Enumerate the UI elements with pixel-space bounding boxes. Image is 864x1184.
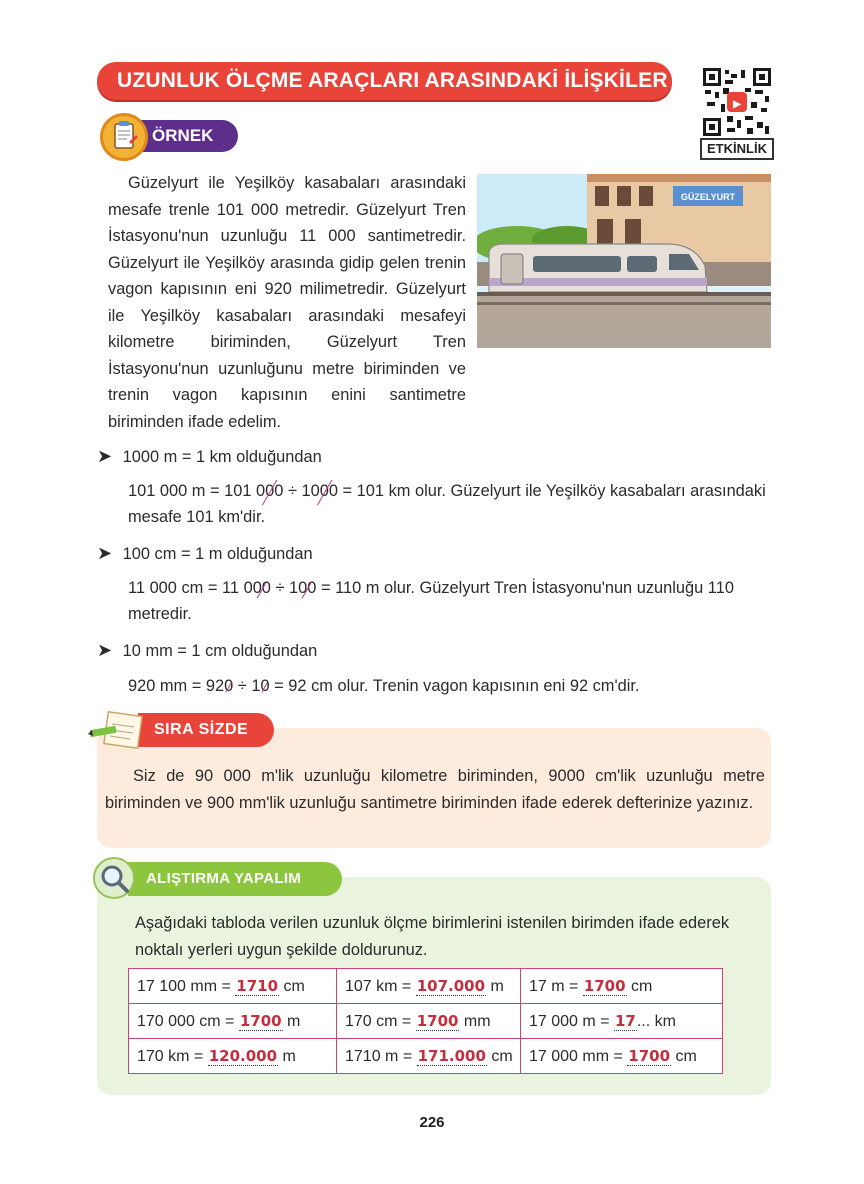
section-title: UZUNLUK ÖLÇME ARAÇLARI ARASINDAKİ İLİŞKİLER: [117, 69, 668, 92]
table-cell: 107 km = 107.000 m: [337, 969, 521, 1004]
step-rule-text: 100 cm = 1 m olduğundan: [122, 545, 313, 563]
filled-answer[interactable]: 1710: [236, 976, 279, 995]
cancelled-zeros: 0: [260, 673, 269, 699]
step-2-rule: [97, 540, 313, 567]
filled-answer[interactable]: 1700: [239, 1011, 282, 1030]
qr-code-icon[interactable]: [703, 68, 771, 136]
table-row: [129, 969, 723, 1004]
step-rule-text: 10 mm = 1 cm olduğundan: [122, 642, 318, 660]
cancelled-zeros: 000: [311, 478, 338, 504]
table-cell: 17 m = 1700 cm: [521, 969, 723, 1004]
eq-end: = 110 m olur. Güzelyurt Tren İstasyonu'nun uzunluğu 110 metredir.: [128, 579, 734, 623]
ornek-label: ÖRNEK: [152, 126, 214, 145]
section-title-banner: [97, 62, 672, 100]
clipboard-icon: [100, 113, 148, 161]
filled-answer[interactable]: 1700: [583, 976, 626, 995]
step-1-work: [128, 478, 773, 530]
filled-answer[interactable]: 120.000: [208, 1046, 278, 1065]
eq-mid: ÷ 1: [233, 677, 261, 695]
filled-answer[interactable]: 1700: [628, 1046, 671, 1065]
sira-sizde-label: SIRA SİZDE: [154, 721, 249, 738]
qr-label: ETKİNLİK: [700, 138, 774, 160]
table-cell: 17 000 mm = 1700 cm: [521, 1039, 723, 1074]
eq-start: 101 000 m = 101: [128, 482, 257, 500]
arrow-right-icon: ➤: [97, 446, 113, 466]
cancelled-zeros: 000: [256, 478, 283, 504]
example-paragraph: Güzelyurt ile Yeşilköy kasabaları arasındaki mesafe trenle 101 000 metredir. Güzelyurt Tren İstasyonu'nun uzunluğu 11 000 santimetredir. Güzelyurt ile Yeşilköy arasında gidip gelen trenin vagon kapısının eni 920 milimetredir. Güzelyurt ile Yeşilköy kasabaları arasındaki mesafeyi kilometre biriminden, Güzelyurt Tren İstasyonu'nun uzunluğunu metre biriminden ve trenin vagon kapısının enini santimetre biriminden ifade edelim.: [108, 174, 466, 431]
eq-start: 11 000 cm = 11 0: [128, 579, 253, 597]
eq-mid: ÷ 1: [283, 482, 311, 500]
cancelled-zeros: 0: [224, 673, 233, 699]
eq-mid: ÷ 1: [270, 579, 299, 597]
step-1-rule: [97, 443, 322, 470]
alistirma-label: ALIŞTIRMA YAPALIM: [146, 870, 302, 887]
table-cell: 170 000 cm = 1700 m: [129, 1004, 337, 1039]
train-station-illustration: [477, 174, 771, 348]
table-row: [129, 1039, 723, 1074]
eq-end: = 92 cm olur. Trenin vagon kapısının eni 92 cm'dir.: [269, 677, 640, 695]
step-2-work: [128, 575, 773, 627]
table-cell: 170 km = 120.000 m: [129, 1039, 337, 1074]
arrow-right-icon: ➤: [97, 640, 113, 660]
cancelled-zeros: 00: [298, 575, 316, 601]
alistirma-badge: [128, 862, 342, 896]
step-3-work: [128, 673, 773, 699]
page-number: 226: [419, 1114, 445, 1131]
filled-answer[interactable]: 171.000: [417, 1046, 486, 1065]
table-cell: 17 100 mm = 1710 cm: [129, 969, 337, 1004]
eq-end: = 101 km olur. Güzelyurt ile Yeşilköy kasabaları arasındaki mesafe 101 km'dir.: [128, 482, 766, 526]
filled-answer[interactable]: 1700: [416, 1011, 459, 1030]
sira-sizde-badge: [138, 713, 274, 747]
table-cell: 170 cm = 1700 mm: [337, 1004, 521, 1039]
step-rule-text: 1000 m = 1 km olduğundan: [122, 448, 322, 466]
table-row: [129, 1004, 723, 1039]
ornek-badge: [138, 120, 238, 152]
alistirma-text: Aşağıdaki tabloda verilen uzunluk ölçme birimlerini istenilen birimden ifade ederek noktalı yerleri uygun şekilde doldurunuz.: [135, 914, 730, 959]
magnifier-icon: [92, 856, 138, 902]
pencil-paper-icon: [88, 708, 148, 752]
eq-start: 920 mm = 92: [128, 677, 225, 695]
table-cell: 17 000 m = 17... km: [521, 1004, 723, 1039]
filled-answer[interactable]: 107.000: [416, 976, 486, 995]
step-3-rule: [97, 637, 317, 664]
sira-sizde-text: Siz de 90 000 m'lik uzunluğu kilometre biriminden, 9000 cm'lik uzunluğu metre biriminden ve 900 mm'lik uzunluğu santimetre biriminden ifade ederek defterinize yazınız.: [105, 767, 765, 812]
cancelled-zeros: 00: [253, 575, 271, 601]
arrow-right-icon: ➤: [97, 543, 113, 563]
station-sign: GÜZELYURT: [680, 192, 736, 202]
filled-answer[interactable]: 17: [614, 1011, 636, 1030]
conversion-table: [128, 968, 723, 1074]
table-cell: 1710 m = 171.000 cm: [337, 1039, 521, 1074]
svg-text:▶: ▶: [733, 99, 741, 110]
